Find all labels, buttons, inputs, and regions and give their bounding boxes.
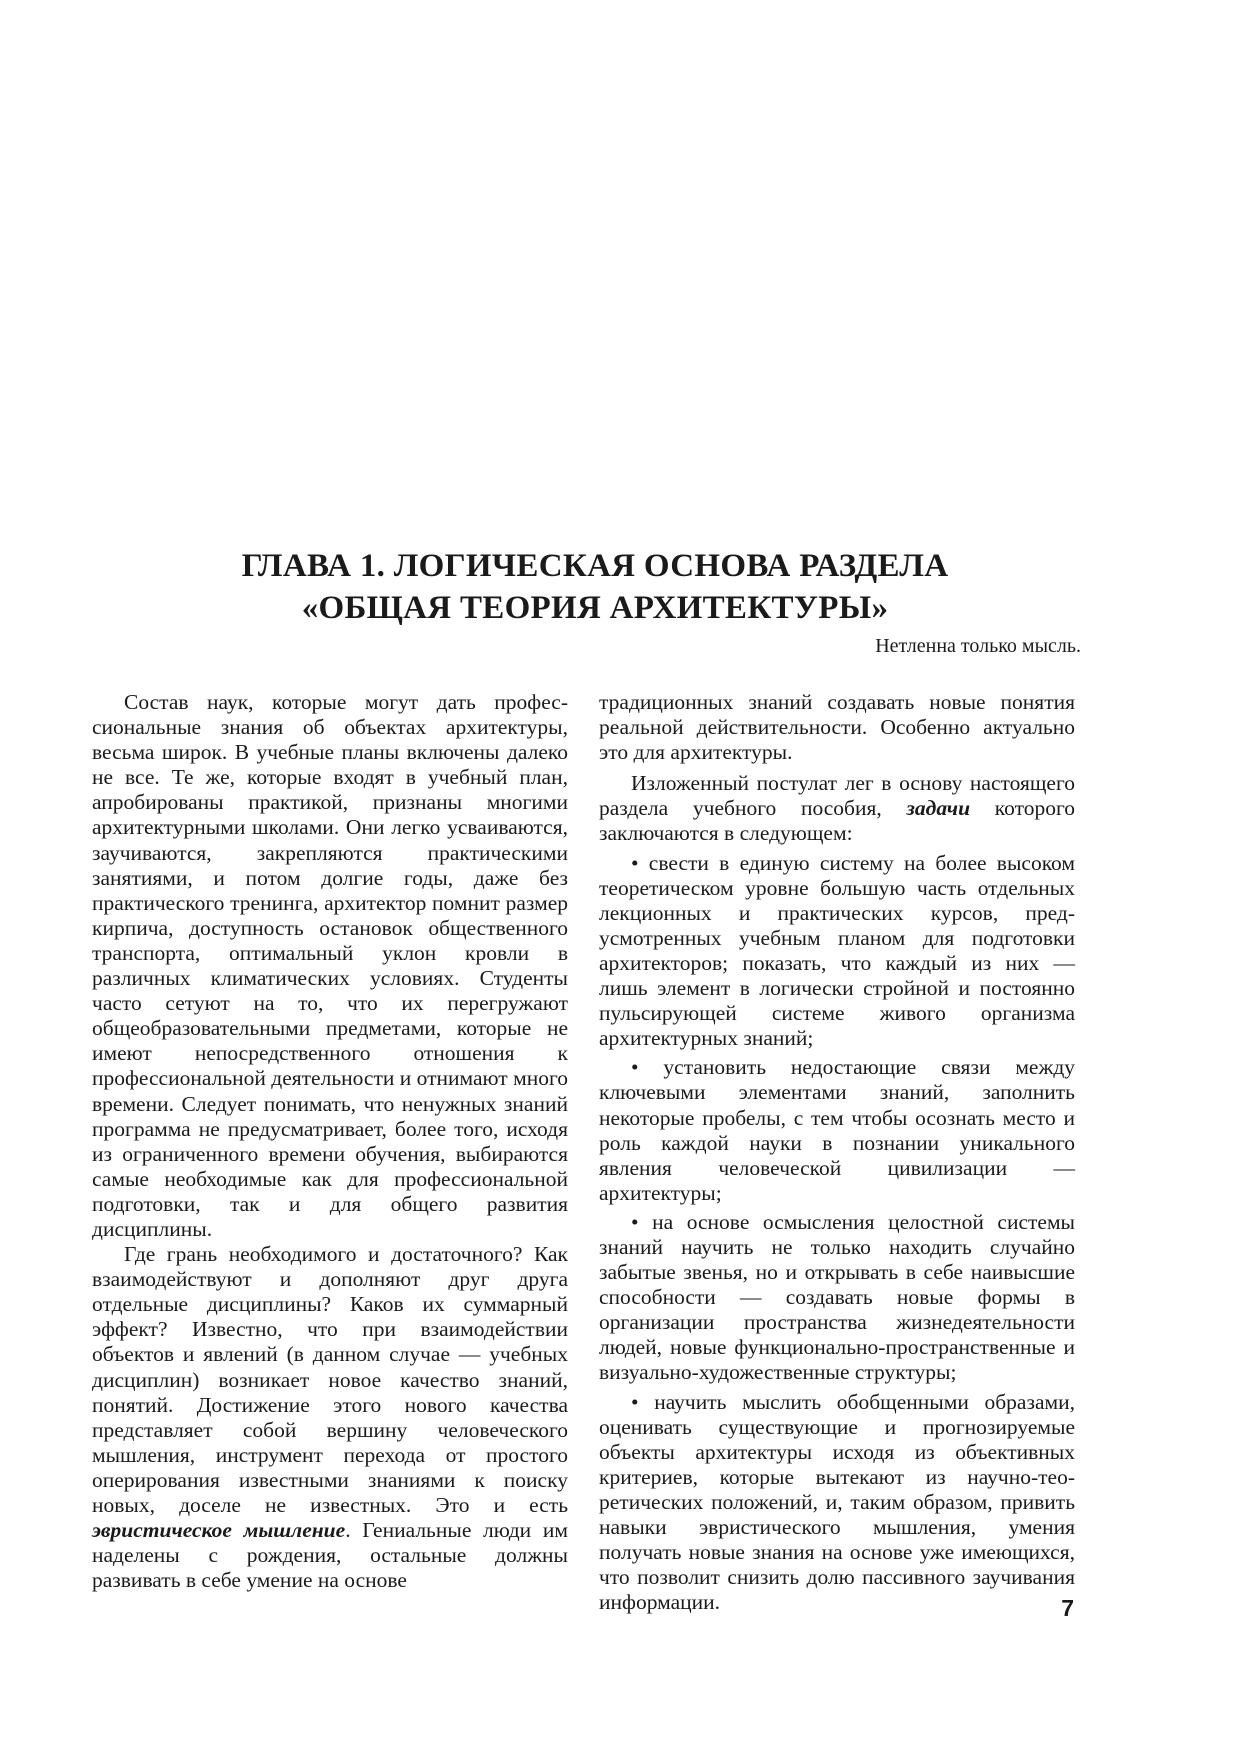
epigraph: Нетленна только мысль. [875,635,1081,657]
paragraph-text: которого заключаются в следующем: [599,796,1075,846]
paragraph-text: Где грань необходимого и достаточного? Как взаимодействуют и дополняют друг друга отдельные дисциплины? Каков их суммарный эффект? Известно, что при взаимодействии объектов и явлений (в данном случае — учебных дисциплин) возникает новое качество знаний, понятий. Достижение этого нового качества представляет собой вершину человеческого мышления, инструмент перехода от простого оперирования известными знаниями к поиску новых, доселе не известных. Это и есть [92,1242,568,1517]
chapter-title-line-1: ГЛАВА 1. ЛОГИЧЕСКАЯ ОСНОВА РАЗДЕЛА [241,548,949,584]
paragraph: Состав наук, которые могут дать профессиональные знания об объектах архитектуры, весьма широк. В учебные планы включены далеко не все. Те же, которые входят в учебный план, апробированы практикой, признаны многими архитектурными школами. Они легко усваиваются, заучиваются, закрепляются практическими занятиями, и потом долгие годы, даже без практического тренинга, архитектор помнит размер кирпича, доступность остановок общественного транспорта, оптимальный уклон кровли в различных климатических условиях. Студенты часто сетуют на то, что их перегружают общеобразовательными предметами, которые не имеют непосредственного отношения к профессиональной деятельности и отнимают много времени. Следует понимать, что ненужных знаний программа не предусматривает, более того, исходя из ограниченного времени обучения, выбираются самые необходимые как для профессиональной подготовки, так и для общего развития дисциплины. [92,690,568,1241]
chapter-title [0,545,1190,629]
paragraph [92,1242,568,1593]
paragraph-text: Изложенный постулат лег в основу настоящего раздела учебного пособия, [599,771,1075,821]
paragraph: традиционных знаний создавать новые понятия реальной действительности. Особенно актуально это для архитектуры. [599,690,1075,765]
paragraph-text: . Гениальные люди им наделены с рождения, остальные должны развивать в себе умение на основе [92,1518,568,1593]
bullet-item: • на основе осмысления целостной системы знаний научить не только находить случайно забытые звенья, но и открывать в себе наивысшие способности — создавать новые формы в организации пространства жизнедеятельности людей, новые функционально-пространственные и визуально-художественные структуры; [599,1210,1075,1386]
page-number: 7 [1061,1595,1074,1621]
left-text-column [92,690,568,1593]
bullet-item: • научить мыслить обобщенными образами, оценивать существующие и прогнозируемые объекты архитектуры исходя из объективных критериев, которые вытекают из научно-теоретических положений, и, таким образом, привить навыки эвристического мышления, умения получать новые знания на основе уже имеющихся, что позволит снизить долю пассивного заучивания информации. [599,1390,1075,1616]
bullet-item: • свести в единую систему на более высоком теоретическом уровне большую часть отдельных лекционных и практических курсов, предусмотренных учебным планом для подготовки архитекторов; показать, что каждый из них — лишь элемент в логически стройной и постоянно пульсирующей системе живого организма архитектурных знаний; [599,851,1075,1052]
emphasis-term: задачи [906,796,971,821]
bullet-item: • установить недостающие связи между ключевыми элементами знаний, заполнить некоторые пробелы, с тем чтобы осознать место и роль каждой науки в познании уникального явления человеческой цивилизации — архитектуры; [599,1055,1075,1206]
right-text-column [599,690,1075,1615]
chapter-title-line-2: «ОБЩАЯ ТЕОРИЯ АРХИТЕКТУРЫ» [301,590,889,626]
emphasis-term: эвристическое мышление [92,1518,346,1543]
paragraph [599,771,1075,846]
